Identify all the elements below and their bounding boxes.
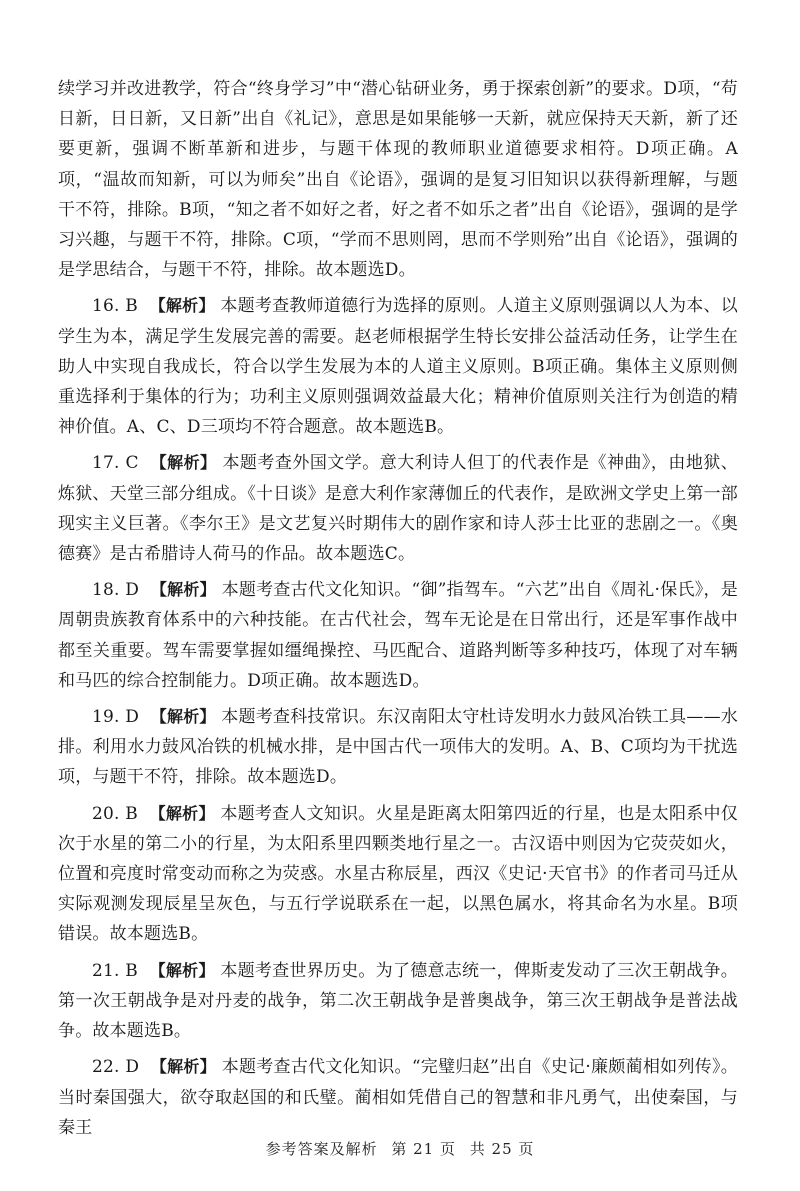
- question-18: [58, 575, 738, 696]
- answer-number: 19. D: [92, 707, 140, 728]
- document-page: [58, 74, 738, 1149]
- question-19: [58, 702, 738, 793]
- answer-number: 20. B: [92, 803, 138, 824]
- analysis-tag: 【解析】: [150, 580, 216, 600]
- page-footer: [0, 1138, 800, 1159]
- answer-text: 本题考查教师道德行为选择的原则。人道主义原则强调以人为本、以学生为本，满足学生发展完善的需要。赵老师根据学生特长安排公益活动任务，让学生在助人中实现自我成长，符合以学生发展为本的人道主义原则。B项正确。集体主义原则侧重选择利于集体的行为；功利主义原则强调效益最大化；精神价值原则关注行为创造的精神价值。A、C、D三项均不符合题意。故本题选B。: [58, 296, 739, 438]
- analysis-tag: 【解析】: [149, 960, 215, 980]
- question-21: [58, 956, 738, 1047]
- footer-title: 参考答案及解析: [265, 1140, 378, 1158]
- analysis-tag: 【解析】: [150, 453, 217, 473]
- answer-number: 17. C: [92, 453, 139, 474]
- answer-number: 16. B: [92, 296, 138, 317]
- answer-text: 本题考查人文知识。火星是距离太阳第四近的行星，也是太阳系中仅次于水星的第二小的行星，为太阳系里四颗类地行星之一。古汉语中则因为它荧荧如火，位置和亮度时常变动而称之为荧惑。水星古称辰星，西汉《史记·天官书》的作者司马迁从实际观测发现辰星呈灰色，与五行学说联系在一起，以黑色属水，将其命名为水星。B项错误。故本题选B。: [58, 803, 739, 945]
- footer-total-pages: 共 25 页: [469, 1140, 535, 1158]
- answer-number: 18. D: [92, 580, 140, 601]
- analysis-tag: 【解析】: [150, 1057, 216, 1077]
- analysis-tag: 【解析】: [149, 296, 215, 316]
- answer-text: 本题考查外国文学。意大利诗人但丁的代表作是《神曲》，由地狱、炼狱、天堂三部分组成。《十日谈》是意大利作家薄伽丘的代表作，是欧洲文学史上第一部现实主义巨著。《李尔王》是文艺复兴时期伟大的剧作家和诗人莎士比亚的悲剧之一。《奥德赛》是古希腊诗人荷马的作品。故本题选C。: [58, 453, 739, 565]
- answer-number: 21. B: [92, 960, 138, 981]
- intro-paragraph: 续学习并改进教学，符合“终身学习”中“潜心钻研业务，勇于探索创新”的要求。D项，“苟日新，日日新，又日新”出自《礼记》，意思是如果能够一天新，就应保持天天新，新了还要更新，强调不断革新和进步，与题干体现的教师职业道德要求相符。D项正确。A项，“温故而知新，可以为师矣”出自《论语》，强调的是复习旧知识以获得新理解，与题干不符，排除。B项，“知之者不如好之者，好之者不如乐之者”出自《论语》，强调的是学习兴趣，与题干不符，排除。C项，“学而不思则罔，思而不学则殆”出自《论语》，强调的是学思结合，与题干不符，排除。故本题选D。: [58, 79, 738, 281]
- question-17: [58, 448, 738, 569]
- analysis-tag: 【解析】: [150, 707, 216, 727]
- question-16: [58, 291, 738, 442]
- answer-number: 22. D: [92, 1057, 140, 1078]
- analysis-tag: 【解析】: [149, 803, 215, 823]
- question-22: [58, 1052, 738, 1143]
- question-20: [58, 799, 738, 950]
- answer-text: 本题考查古代文化知识。“完璧归赵”出自《史记·廉颇蔺相如列传》。当时秦国强大，欲夺取赵国的和氏璧。蔺相如凭借自己的智慧和非凡勇气，出使秦国，与秦王: [58, 1057, 739, 1138]
- footer-page-number: 第 21 页: [391, 1140, 456, 1158]
- answer-text: 本题考查世界历史。为了德意志统一，俾斯麦发动了三次王朝战争。第一次王朝战争是对丹麦的战争，第二次王朝战争是普奥战争，第三次王朝战争是普法战争。故本题选B。: [58, 960, 739, 1042]
- answer-text: 本题考查古代文化知识。“御”指驾车。“六艺”出自《周礼·保氏》，是周朝贵族教育体系中的六种技能。在古代社会，驾车无论是在日常出行，还是军事作战中都至关重要。驾车需要掌握如缰绳操控、马匹配合、道路判断等多种技巧，体现了对车辆和马匹的综合控制能力。D项正确。故本题选D。: [58, 580, 738, 691]
- answer-text: 本题考查科技常识。东汉南阳太守杜诗发明水力鼓风冶铁工具——水排。利用水力鼓风冶铁的机械水排，是中国古代一项伟大的发明。A、B、C项均为干扰选项，与题干不符，排除。故本题选D。: [58, 707, 739, 788]
